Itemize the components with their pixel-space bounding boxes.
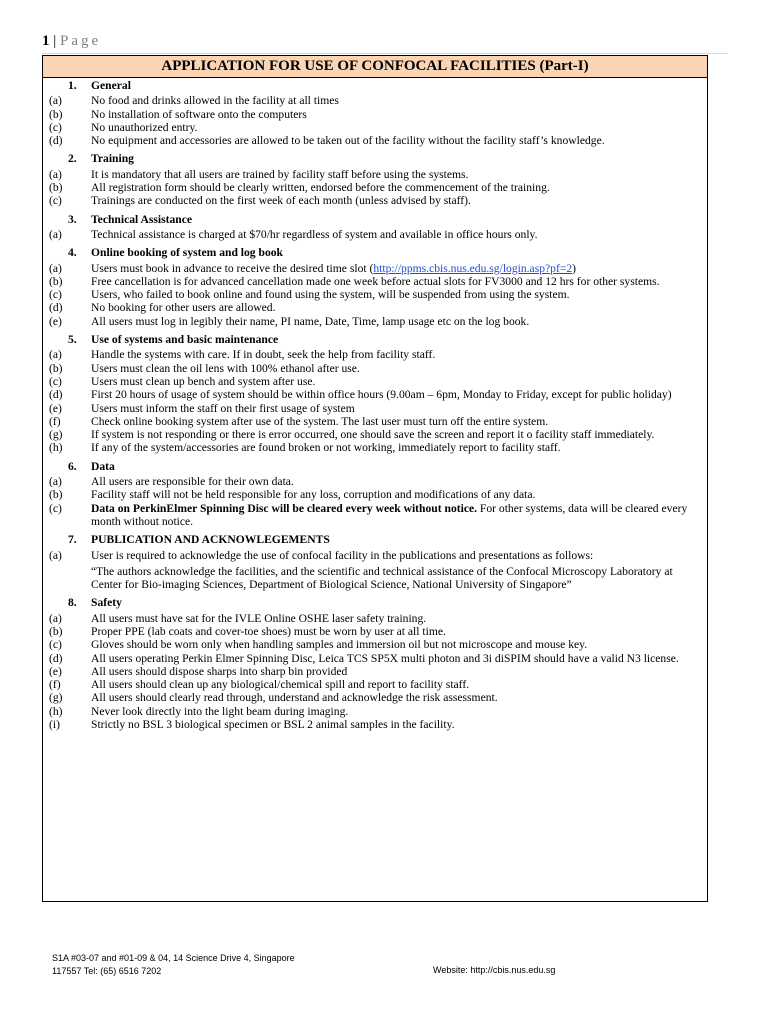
item-label: (h) <box>49 704 63 718</box>
item-text: If system is not responding or there is error occurred, one should save the screen and report it o facility staff immediately. <box>91 428 655 442</box>
section-number: 8. <box>68 596 77 610</box>
item-label: (e) <box>49 664 62 678</box>
item-label: (a) <box>49 227 62 241</box>
item-label: (a) <box>49 167 62 181</box>
item-label: (h) <box>49 441 63 455</box>
section-heading <box>49 596 707 609</box>
item-label: (b) <box>49 107 63 121</box>
list-item <box>49 415 707 428</box>
list-item <box>49 638 707 651</box>
section-heading <box>49 152 707 165</box>
item-label: (b) <box>49 181 63 195</box>
item-text <box>91 502 707 529</box>
item-text: All users operating Perkin Elmer Spinning Disc, Leica TCS SP5X multi photon and 3i diSPIM should have a valid N3 license. <box>91 651 679 665</box>
list-item <box>49 678 707 691</box>
item-label: (g) <box>49 691 63 705</box>
page-word: Page <box>60 33 102 49</box>
section-2 <box>49 152 707 207</box>
list-item <box>49 301 707 314</box>
list-item <box>49 441 707 454</box>
item-text <box>91 262 707 275</box>
list-item <box>49 275 707 288</box>
section-heading <box>49 333 707 346</box>
footer-website: Website: http://cbis.nus.edu.sg <box>433 965 556 975</box>
page-number: 1 <box>42 33 50 49</box>
item-label: (a) <box>49 261 62 275</box>
item-text: If any of the system/accessories are found broken or not working, immediately report to facility staff. <box>91 441 561 455</box>
item-label: (b) <box>49 361 63 375</box>
section-title: Safety <box>91 596 122 610</box>
list-item <box>49 228 707 241</box>
section-7 <box>49 533 707 591</box>
list-item <box>49 625 707 638</box>
section-8 <box>49 596 707 731</box>
section-6 <box>49 460 707 528</box>
section-3 <box>49 213 707 242</box>
section-heading <box>49 246 707 259</box>
item-label: (g) <box>49 428 63 442</box>
section-heading <box>49 460 707 473</box>
list-item <box>49 94 707 107</box>
item-label: (a) <box>49 348 62 362</box>
section-title: Use of systems and basic maintenance <box>91 333 279 347</box>
item-text: Never look directly into the light beam during imaging. <box>91 704 349 718</box>
list-item <box>49 262 707 275</box>
section-number: 6. <box>68 459 77 473</box>
list-item <box>49 134 707 147</box>
item-text: No booking for other users are allowed. <box>91 301 276 315</box>
section-5 <box>49 333 707 455</box>
item-text: No installation of software onto the computers <box>91 107 307 121</box>
item-label: (d) <box>49 301 63 315</box>
section-heading <box>49 79 707 92</box>
list-item <box>49 362 707 375</box>
section-title: General <box>91 79 131 92</box>
list-item <box>49 549 707 562</box>
item-label: (f) <box>49 414 61 428</box>
header-rule <box>42 53 728 54</box>
item-text: Trainings are conducted on the first week of each month (unless advised by staff). <box>91 194 471 208</box>
section-title: Data <box>91 459 115 473</box>
item-text: Users must inform the staff on their first usage of system <box>91 401 355 415</box>
rules-content <box>43 78 707 731</box>
item-text: Strictly no BSL 3 biological specimen or BSL 2 animal samples in the facility. <box>91 718 455 732</box>
list-item <box>49 388 707 401</box>
item-text: Proper PPE (lab coats and cover-toe shoes) must be worn by user at all time. <box>91 624 446 638</box>
section-number: 7. <box>68 533 77 547</box>
list-item <box>49 705 707 718</box>
list-item <box>49 375 707 388</box>
section-number: 1. <box>68 79 77 92</box>
item-label: (c) <box>49 120 62 134</box>
section-4 <box>49 246 707 328</box>
list-item <box>49 652 707 665</box>
item-text: Technical assistance is charged at $70/hr regardless of system and available in office hours only. <box>91 227 538 241</box>
list-item <box>49 168 707 181</box>
list-item <box>49 181 707 194</box>
list-item <box>49 428 707 441</box>
item-label: (c) <box>49 501 62 515</box>
list-item <box>49 402 707 415</box>
item-label: (c) <box>49 638 62 652</box>
item-label: (d) <box>49 134 63 148</box>
item-text: All users should clean up any biological/chemical spill and report to facility staff. <box>91 678 470 692</box>
item-text: User is required to acknowledge the use of confocal facility in the publications and presentations as follows: <box>91 548 594 562</box>
section-1 <box>49 79 707 147</box>
item-text: All registration form should be clearly written, endorsed before the commencement of the training. <box>91 181 550 195</box>
item-bold-text: Data on PerkinElmer Spinning Disc will be cleared every week without notice. <box>91 501 478 515</box>
item-label: (e) <box>49 401 62 415</box>
item-text: No unauthorized entry. <box>91 120 198 134</box>
list-item <box>49 348 707 361</box>
section-heading <box>49 213 707 226</box>
item-text: All users must have sat for the IVLE Online OSHE laser safety training. <box>91 611 427 625</box>
item-text: Users must clean the oil lens with 100% ethanol after use. <box>91 361 360 375</box>
list-item <box>49 691 707 704</box>
item-label: (i) <box>49 718 60 732</box>
item-label: (a) <box>49 475 62 489</box>
item-text-after: For other systems, data will be cleared every month without notice. <box>91 501 688 528</box>
item-text: Free cancellation is for advanced cancellation made one week before actual slots for FV3000 and 12 hrs for other systems. <box>91 274 660 288</box>
item-text-before: Users must book in advance to receive the desired time slot ( <box>91 261 374 275</box>
list-item <box>49 288 707 301</box>
acknowledgement-quote: “The authors acknowledge the facilities, and the scientific and technical assistance of the Confocal Microscopy Laboratory at Center for Bio-imaging Sciences, Department of Biological Science, National University of Singapore” <box>91 564 673 592</box>
document-title: APPLICATION FOR USE OF CONFOCAL FACILITIES (Part-I) <box>43 56 707 78</box>
item-label: (d) <box>49 388 63 402</box>
item-text: Users, who failed to book online and found using the system, will be suspended from using the system. <box>91 288 570 302</box>
item-text: All users must log in legibly their name, PI name, Date, Time, lamp usage etc on the log book. <box>91 314 530 328</box>
item-text: Handle the systems with care. If in doubt, seek the help from facility staff. <box>91 348 436 362</box>
item-label: (a) <box>49 611 62 625</box>
page-header <box>42 33 101 50</box>
item-label: (d) <box>49 651 63 665</box>
item-text: Check online booking system after use of the system. The last user must turn off the entire system. <box>91 414 549 428</box>
page-separator: | <box>49 33 61 49</box>
section-number: 3. <box>68 212 77 226</box>
list-item <box>49 502 707 529</box>
item-label: (f) <box>49 678 61 692</box>
item-label: (c) <box>49 194 62 208</box>
item-label: (c) <box>49 374 62 388</box>
list-item <box>49 718 707 731</box>
list-item <box>49 475 707 488</box>
list-item <box>49 121 707 134</box>
list-item <box>49 488 707 501</box>
item-label: (b) <box>49 274 63 288</box>
item-text: All users should dispose sharps into sharp bin provided <box>91 664 348 678</box>
form-frame <box>42 55 708 902</box>
section-number: 2. <box>68 152 77 166</box>
item-text: All users are responsible for their own data. <box>91 475 294 489</box>
item-label: (c) <box>49 288 62 302</box>
section-number: 5. <box>68 333 77 347</box>
item-text-after: ) <box>572 261 577 275</box>
list-item <box>49 665 707 678</box>
section-title: PUBLICATION AND ACKNOWLEGEMENTS <box>91 533 330 547</box>
list-item <box>49 194 707 207</box>
section-title: Online booking of system and log book <box>91 246 283 260</box>
section-title: Training <box>91 152 134 166</box>
list-item <box>49 315 707 328</box>
footer-address-line2: 117557 Tel: (65) 6516 7202 <box>52 966 162 976</box>
item-label: (a) <box>49 548 62 562</box>
item-label: (b) <box>49 488 63 502</box>
item-label: (e) <box>49 314 62 328</box>
item-text: All users should clearly read through, understand and acknowledge the risk assessment. <box>91 691 498 705</box>
item-text: First 20 hours of usage of system should be within office hours (9.00am – 6pm, Monday to Friday, except for public holiday) <box>91 388 672 402</box>
list-item <box>49 108 707 121</box>
section-title: Technical Assistance <box>91 212 193 226</box>
booking-link[interactable]: http://ppms.cbis.nus.edu.sg/login.asp?pf=2 <box>373 261 573 275</box>
footer-address-line1: S1A #03-07 and #01-09 & 04, 14 Science Drive 4, Singapore <box>52 953 295 963</box>
item-text: Gloves should be worn only when handling samples and immersion oil but not microscope and mouse key. <box>91 638 588 652</box>
section-heading <box>49 533 707 546</box>
item-label: (a) <box>49 94 62 108</box>
list-item <box>49 612 707 625</box>
item-text: No equipment and accessories are allowed to be taken out of the facility without the facility staff’s knowledge. <box>91 134 605 148</box>
item-label: (b) <box>49 624 63 638</box>
item-text: It is mandatory that all users are trained by facility staff before using the systems. <box>91 167 469 181</box>
item-text: Facility staff will not be held responsible for any loss, corruption and modifications of any data. <box>91 488 536 502</box>
section-number: 4. <box>68 246 77 260</box>
item-text: No food and drinks allowed in the facility at all times <box>91 94 339 108</box>
item-text: Users must clean up bench and system after use. <box>91 374 316 388</box>
